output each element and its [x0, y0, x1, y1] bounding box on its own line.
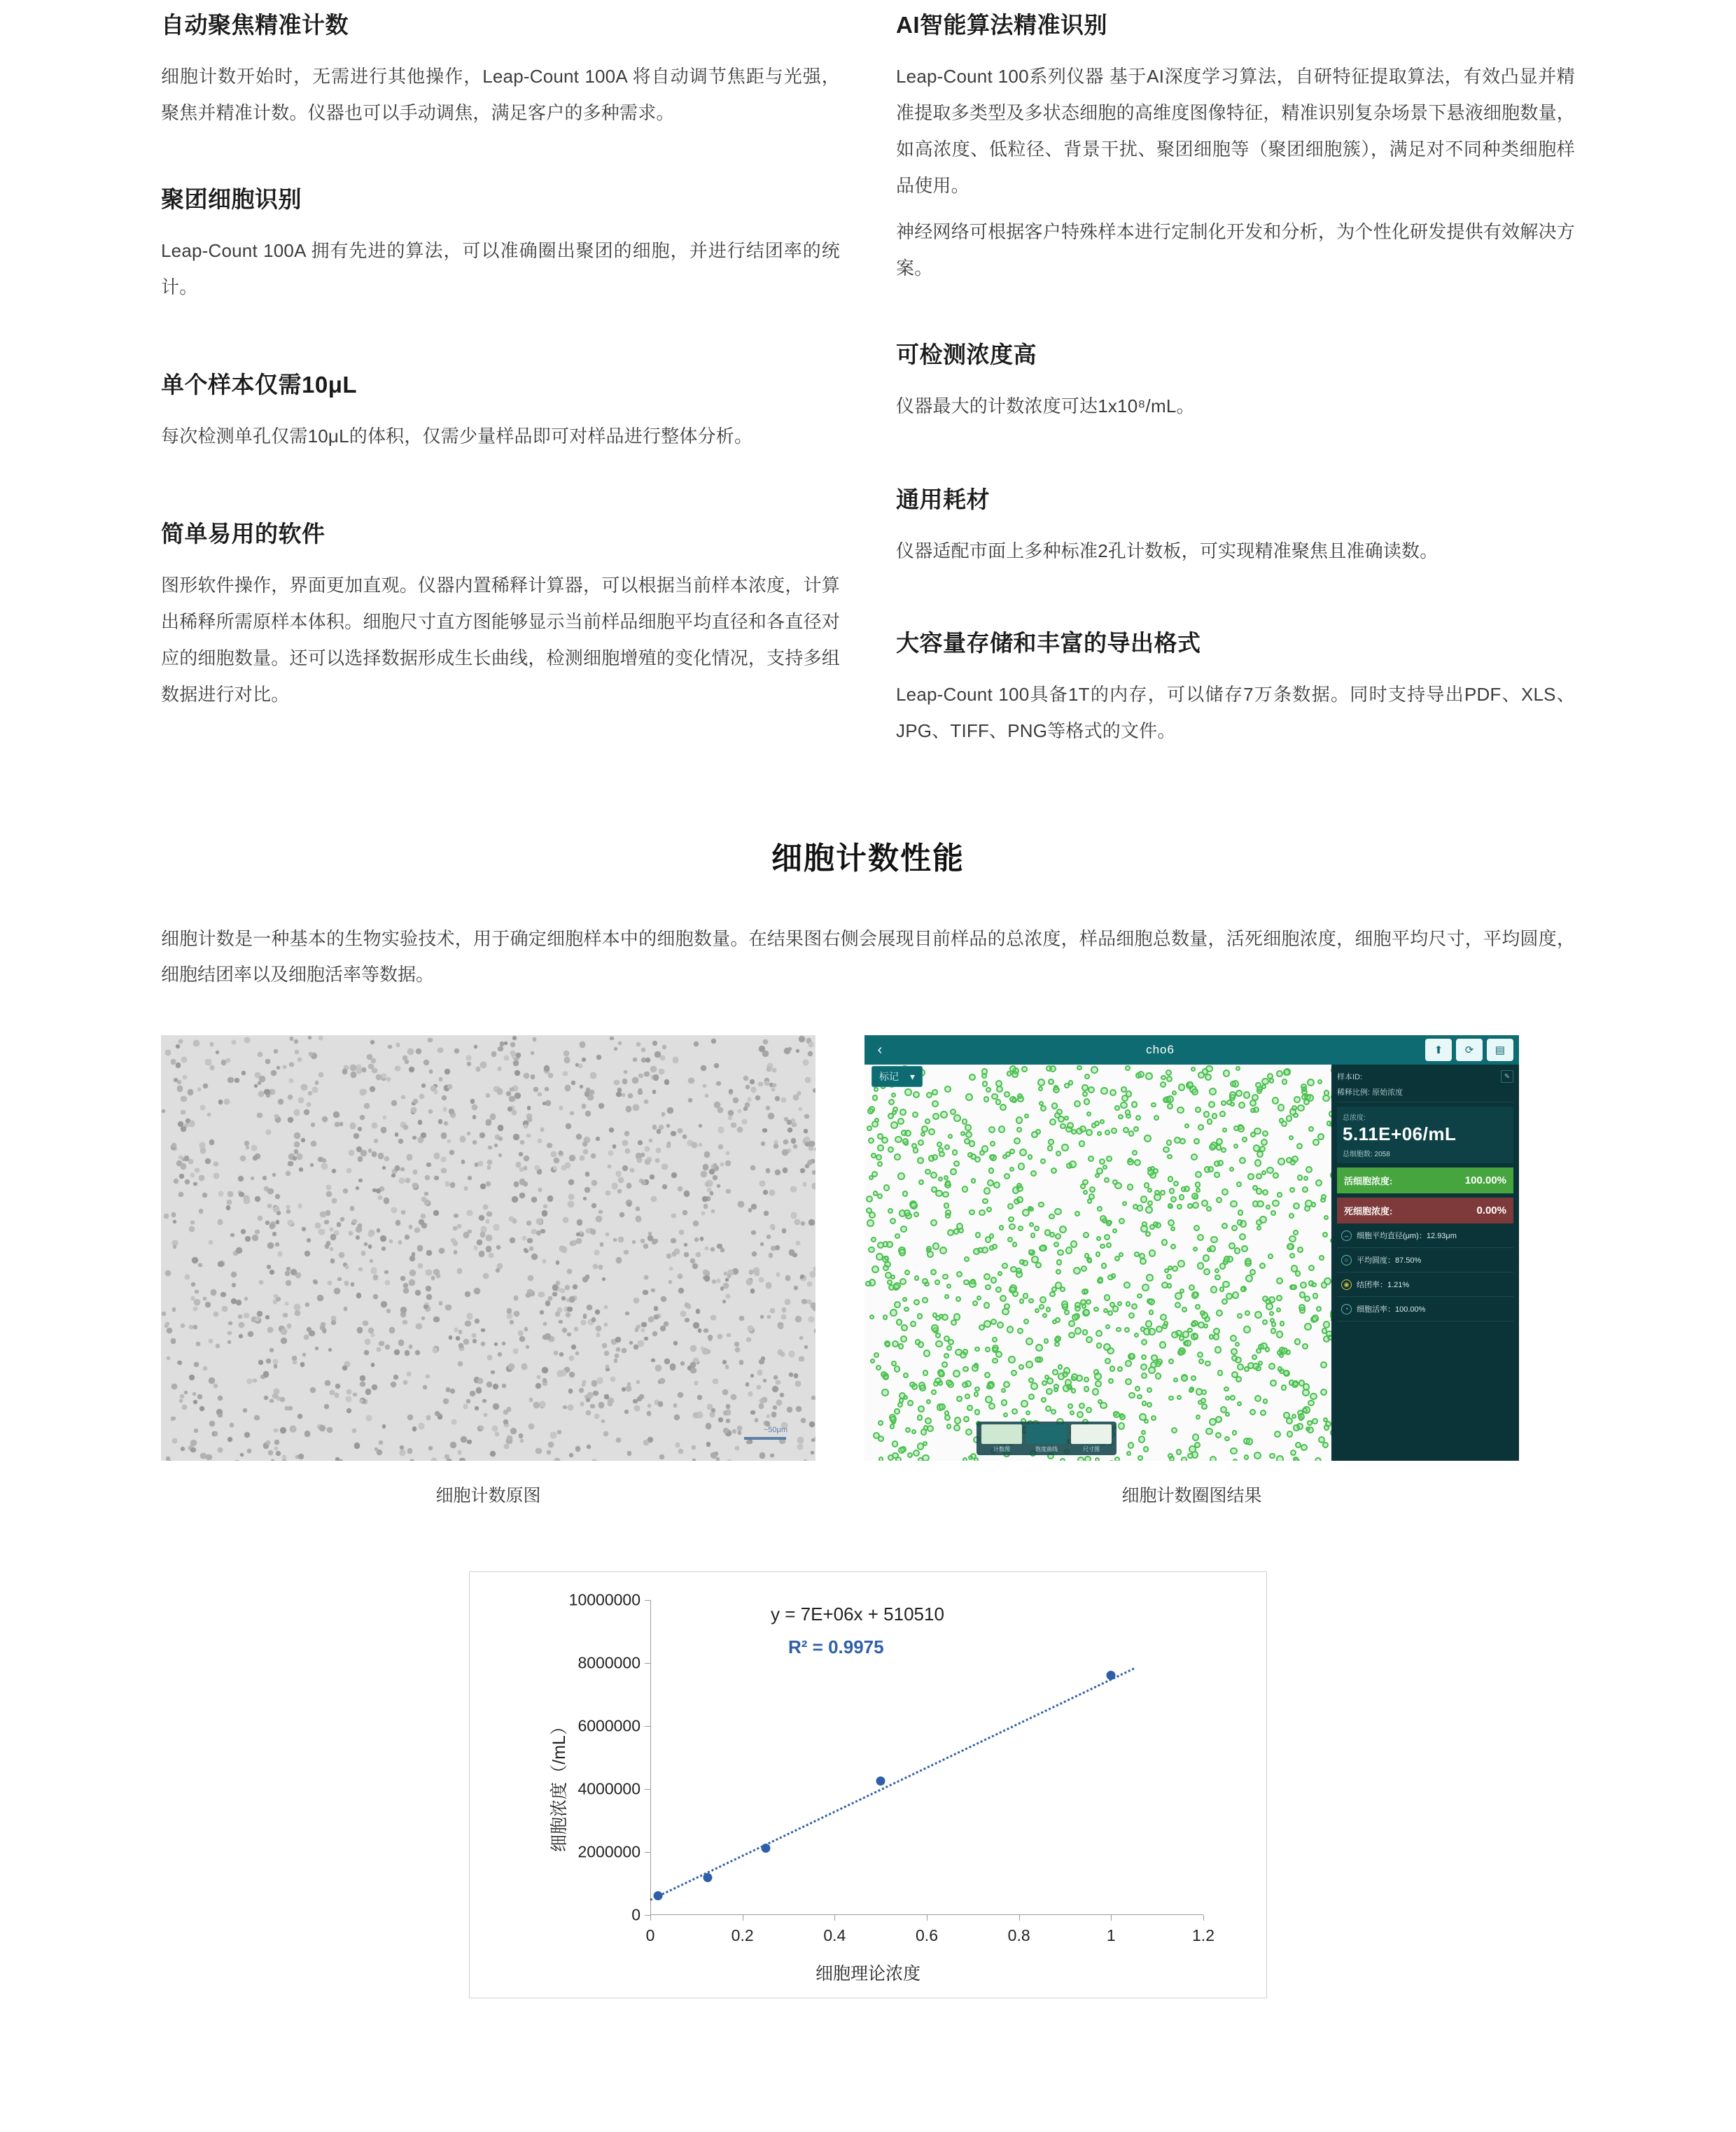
feature-sample-volume: [161, 367, 840, 454]
thumb-label: 计数图: [993, 1446, 1010, 1453]
thumb-size-chart[interactable]: [1071, 1424, 1112, 1452]
chart-equation: y = 7E+06x + 510510: [771, 1604, 944, 1625]
feature-paragraph: 仪器适配市面上多种标准2孔计数板，可实现精准聚焦且准确读数。: [896, 540, 1438, 561]
circle-icon: ○: [1341, 1255, 1352, 1265]
stat-text: 结团率：1.21%: [1357, 1281, 1410, 1290]
feature-paragraph: 图形软件操作，界面更加直观。仪器内置稀释计算器，可以根据当前样本浓度，计算出稀释所需原样本体积。细胞尺寸直方图能够显示当前样品细胞平均直径和各直径对应的细胞数量。还可以选择数据形成生长曲线，检测细胞增殖的变化情况，支持多组数据进行对比。: [161, 575, 840, 705]
chart-inner: [470, 1572, 1266, 1998]
cell-dots: [161, 1035, 816, 1461]
feature-cluster-recognition: [161, 181, 840, 305]
chart-xlabel: 细胞理论浓度: [815, 1964, 920, 1984]
chart-trendline: [650, 1668, 1135, 1901]
image-caption: 细胞计数原图: [435, 1486, 541, 1506]
stat-viability: [1337, 1297, 1513, 1321]
brightfield-image: [161, 1035, 816, 1461]
features-section: [0, 0, 1736, 749]
sample-id-row: [1337, 1070, 1513, 1083]
feature-paragraph: 每次检测单孔仅需10μL的体积，仅需少量样品即可对样品进行整体分析。: [161, 426, 753, 447]
chart-r2: R² = 0.9975: [788, 1636, 884, 1658]
ui-toolbar: [864, 1065, 1130, 1088]
y-axis-tick: [645, 1789, 650, 1790]
chart-data-point: [704, 1873, 713, 1882]
dead-cell-value: 0.00%: [1476, 1205, 1506, 1217]
chart-data-point: [1107, 1671, 1116, 1680]
stat-circularity: [1337, 1248, 1513, 1272]
feature-storage-export: [896, 625, 1575, 749]
total-concentration-value: 5.11E+06/mL: [1343, 1123, 1457, 1145]
y-axis-tick: [645, 1663, 650, 1664]
features-column-left: [161, 7, 840, 749]
counting-software-ui: [864, 1035, 1519, 1461]
feature-title: 单个样本仅需10μL: [161, 372, 358, 398]
image-block-original: [161, 1035, 816, 1507]
refresh-icon[interactable]: ⟳: [1456, 1039, 1483, 1061]
y-axis-tick: [645, 1915, 650, 1916]
ui-top-bar: [864, 1035, 1519, 1065]
chart-data-point: [761, 1844, 770, 1853]
x-axis-tick-label: 1.2: [1192, 1926, 1214, 1945]
tag-dropdown-label: 标记: [879, 1071, 899, 1083]
feature-title: 可检测浓度高: [896, 342, 1037, 367]
sample-title: cho6: [1146, 1043, 1175, 1057]
micrograph-original: [161, 1035, 816, 1461]
stat-text: 平均圆度：87.50%: [1357, 1256, 1422, 1265]
y-axis-tick: [645, 1726, 650, 1727]
scale-bar: [744, 1437, 786, 1440]
total-concentration-label: 总浓度:: [1343, 1114, 1366, 1123]
live-cell-bar: [1337, 1167, 1513, 1193]
feature-paragraph: 神经网络可根据客户特殊样本进行定制化开发和分析，为个性化研发提供有效解决方案。: [896, 221, 1575, 279]
y-axis-tick: [645, 1600, 650, 1601]
results-panel: [1331, 1065, 1519, 1461]
section-description: 细胞计数是一种基本的生物实验技术，用于确定细胞样本中的细胞数量。在结果图右侧会展现目前样品的总浓度，样品细胞总数量，活死细胞浓度，细胞平均尺寸，平均圆度，细胞结团率以及细胞活率等数据。: [161, 928, 1575, 985]
upload-icon[interactable]: ⬆: [1425, 1039, 1452, 1061]
x-axis-tick-label: 1: [1106, 1926, 1116, 1945]
feature-title: 大容量存储和丰富的导出格式: [896, 630, 1201, 656]
cell-image-canvas[interactable]: [864, 1065, 1331, 1461]
x-axis-tick: [650, 1915, 651, 1921]
image-block-result: [864, 1035, 1519, 1507]
x-axis-tick-label: 0: [645, 1926, 655, 1945]
chart-ylabel: 细胞浓度（/mL）: [549, 1718, 569, 1853]
feature-auto-focus: [161, 7, 840, 131]
stat-text: 细胞平均直径(μm)：12.93μm: [1357, 1232, 1457, 1241]
stat-text: 细胞活率：100.00%: [1357, 1305, 1426, 1314]
chart-data-point: [653, 1891, 662, 1900]
panel-expand-icon[interactable]: »: [1322, 1100, 1329, 1112]
feature-ai-algorithm: [896, 7, 1575, 286]
feature-high-concentration: [896, 337, 1575, 424]
y-axis-tick-label: 0: [631, 1905, 640, 1924]
feature-paragraph: Leap-Count 100具备1T的内存，可以储存7万条数据。同时支持导出PDF、XLS、JPG、TIFF、PNG等格式的文件。: [896, 684, 1575, 741]
linearity-chart: [469, 1571, 1267, 1998]
stat-diameter: [1337, 1223, 1513, 1248]
feature-universal-consumables: [896, 482, 1575, 569]
x-axis-tick: [1111, 1915, 1112, 1921]
image-row: [0, 1035, 1736, 1507]
edit-icon[interactable]: ✎: [1501, 1070, 1513, 1083]
features-column-right: [896, 7, 1575, 749]
stat-cluster-rate: [1337, 1272, 1513, 1297]
x-axis-tick-label: 0.4: [823, 1926, 846, 1945]
live-cell-label: 活细胞浓度:: [1344, 1176, 1393, 1187]
y-axis: [650, 1600, 651, 1915]
dilution-ratio-label: 稀释比例: 原始浓度: [1337, 1088, 1404, 1097]
y-axis-tick-label: 6000000: [578, 1716, 640, 1735]
diameter-icon: ↔: [1341, 1230, 1352, 1241]
dead-cell-label: 死细胞浓度:: [1344, 1206, 1393, 1217]
x-axis-tick-label: 0.2: [731, 1926, 754, 1945]
feature-title: 通用耗材: [896, 486, 990, 512]
feature-paragraph: 细胞计数开始时，无需进行其他操作，Leap-Count 100A 将自动调节焦距与光强，聚焦并精准计数。仪器也可以手动调焦，满足客户的多种需求。: [161, 66, 840, 123]
feature-paragraph: Leap-Count 100系列仪器 基于AI深度学习算法，自研特征提取算法，有效凸显并精准提取多类型及多状态细胞的高维度图像特征，精准识别复杂场景下悬液细胞数量，如高浓度、低粒径、背景干扰、聚团细胞等（聚团细胞簇），满足对不同种类细胞样品使用。: [896, 66, 1575, 196]
feature-paragraph: 仪器最大的计数浓度可达1x10⁸/mL。: [896, 395, 1195, 416]
feature-title: 简单易用的软件: [161, 521, 326, 547]
thumbnail-bar: [976, 1422, 1116, 1455]
thumb-saturation-curve[interactable]: [1026, 1424, 1067, 1452]
viability-icon: ◔: [1341, 1304, 1352, 1314]
page-title: 细胞计数性能: [771, 841, 965, 876]
feature-title: AI智能算法精准识别: [896, 12, 1107, 38]
dead-cell-bar: [1337, 1198, 1513, 1223]
feature-paragraph: Leap-Count 100A 拥有先进的算法，可以准确圈出聚团的细胞，并进行结团率的统计。: [161, 240, 840, 297]
total-concentration-block: [1337, 1107, 1513, 1163]
scale-bar-label: ~50μm: [763, 1426, 788, 1435]
y-axis-tick-label: 10000000: [568, 1590, 640, 1609]
tag-dropdown[interactable]: [872, 1066, 923, 1087]
total-count-label: 总细胞数: 2058: [1343, 1151, 1390, 1159]
thumb-count-image[interactable]: [981, 1424, 1022, 1452]
feature-title: 聚团细胞识别: [161, 186, 302, 212]
y-axis-tick-label: 8000000: [578, 1653, 640, 1672]
chevron-down-icon: ▾: [910, 1070, 916, 1082]
feature-title: 自动聚焦精准计数: [161, 12, 349, 38]
sample-id-label: 样本ID:: [1337, 1073, 1363, 1082]
thumb-label: 尺寸图: [1083, 1446, 1100, 1453]
top-icon-group: [1425, 1039, 1519, 1061]
report-icon[interactable]: ▤: [1487, 1039, 1513, 1061]
x-axis-tick-label: 0.6: [916, 1926, 938, 1945]
y-axis-tick-label: 4000000: [578, 1779, 640, 1798]
back-icon[interactable]: ‹: [877, 1042, 883, 1058]
x-axis-tick: [834, 1915, 835, 1921]
feature-easy-software: [161, 516, 840, 713]
chart-data-point: [876, 1776, 886, 1786]
chart-plot-area: [568, 1590, 1214, 1945]
y-axis-tick-label: 2000000: [578, 1842, 640, 1861]
live-cell-value: 100.00%: [1464, 1174, 1506, 1187]
software-screenshot: [864, 1035, 1519, 1461]
x-axis-tick-label: 0.8: [1007, 1926, 1030, 1945]
cluster-icon: ◉: [1341, 1279, 1352, 1290]
image-caption: 细胞计数圈图结果: [1121, 1486, 1262, 1506]
y-axis-tick: [645, 1852, 650, 1853]
thumb-label: 饱度曲线: [1035, 1446, 1058, 1453]
x-axis-tick: [1019, 1915, 1020, 1921]
x-axis-tick: [1203, 1915, 1204, 1921]
